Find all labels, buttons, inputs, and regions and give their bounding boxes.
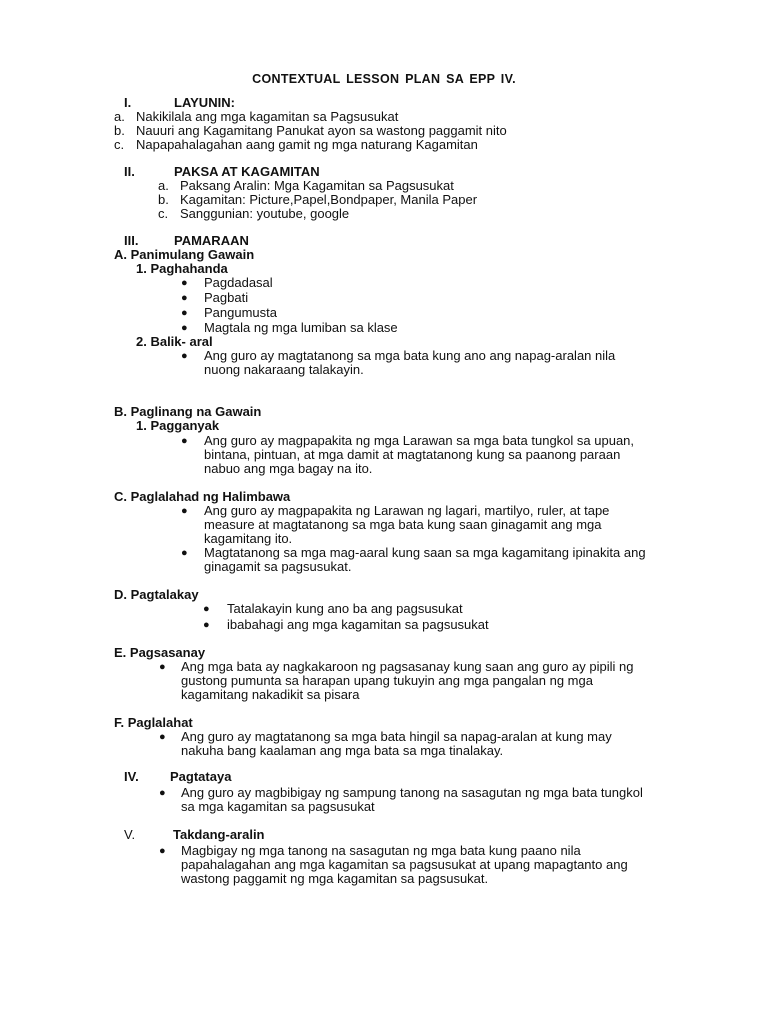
paragraph-line: Ang guro ay magtatanong sa mga bata hingil sa napag-aralan at kung may	[181, 729, 612, 744]
bullet-icon: ●	[159, 845, 166, 857]
subsection-b-heading: B. Paglinang na Gawain	[114, 404, 262, 419]
paragraph-line: Ang guro ay magpapakita ng Larawan ng lagari, martilyo, ruler, at tape	[204, 503, 610, 518]
objective-text: Nauuri ang Kagamitang Panukat ayon sa wastong paggamit nito	[136, 123, 507, 138]
subsection-d-heading: D. Pagtalakay	[114, 587, 199, 602]
paragraph-line: sa mga kagamitan sa pagsusukat	[181, 799, 375, 814]
paragraph-line: Magtatanong sa mga mag-aaral kung saan sa mga kagamitang ipinakita ang	[204, 545, 646, 560]
subsection-c-heading: C. Paglalahad ng Halimbawa	[114, 489, 291, 504]
topic-letter: b.	[158, 192, 169, 207]
bullet-icon: ●	[181, 277, 188, 289]
paragraph-line: nuong nakaraang talakayin.	[204, 362, 364, 377]
paragraph-line: nakuha bang kaalaman ang mga bata sa mga tinalakay.	[181, 743, 504, 758]
subsection-a1-heading: 1. Paghahanda	[136, 261, 228, 276]
bullet-icon: ●	[203, 619, 210, 631]
bullet-icon: ●	[181, 505, 188, 517]
topic-text: Paksang Aralin: Mga Kagamitan sa Pagsusukat	[180, 178, 454, 193]
paragraph-line: measure at magtatanong sa mga bata kung saan ginagamit ang mga	[204, 517, 602, 532]
subsection-f-heading: F. Paglalahat	[114, 715, 193, 730]
list-item: Pagdadasal	[204, 275, 273, 290]
section-3-title: PAMARAAN	[174, 233, 249, 248]
subsection-e-heading: E. Pagsasanay	[114, 645, 206, 660]
topic-letter: a.	[158, 178, 169, 193]
paragraph-line: Magbigay ng mga tanong na sasagutan ng mga bata kung paano nila	[181, 843, 581, 858]
section-3-heading	[124, 234, 249, 248]
paragraph-line: papahalagahan ang mga kagamitan sa pagsusukat at upang mapagtanto ang	[181, 857, 628, 872]
list-item: Tatalakayin kung ano ba ang pagsusukat	[227, 601, 463, 616]
paragraph-line: kagamitang nakadikit sa pisara	[181, 687, 360, 702]
document-title: CONTEXTUAL LESSON PLAN SA EPP IV.	[252, 72, 516, 86]
paragraph-line: Ang mga bata ay nagkakaroon ng pagsasanay kung saan ang guro ay pipili ng	[181, 659, 634, 674]
subsection-a-heading: A. Panimulang Gawain	[114, 247, 255, 262]
objective-text: Napapahalagahan aang gamit ng mga naturang Kagamitan	[136, 137, 478, 152]
paragraph-line: Ang guro ay magpapakita ng mga Larawan sa mga bata tungkol sa upuan,	[204, 433, 635, 448]
objective-item	[114, 124, 507, 138]
section-3-number: III.	[124, 233, 139, 248]
list-item: Pagbati	[204, 290, 249, 305]
topic-item	[158, 179, 454, 193]
topic-item	[158, 207, 349, 221]
bullet-icon: ●	[181, 547, 188, 559]
objective-item	[114, 110, 398, 124]
topic-item	[158, 193, 477, 207]
topic-text: Sanggunian: youtube, google	[180, 206, 350, 221]
section-1-heading	[124, 96, 235, 110]
objective-text: Nakikilala ang mga kagamitan sa Pagsusukat	[136, 109, 399, 124]
list-item: ibabahagi ang mga kagamitan sa pagsusukat	[227, 617, 489, 632]
bullet-icon: ●	[181, 322, 188, 334]
bullet-icon: ●	[181, 307, 188, 319]
section-1-number: I.	[124, 95, 132, 110]
section-5-title: Takdang-aralin	[173, 827, 265, 842]
objective-letter: c.	[114, 137, 125, 152]
subsection-b1-heading: 1. Pagganyak	[136, 418, 220, 433]
paragraph-line: nabuo ang mga bagay na ito.	[204, 461, 373, 476]
bullet-icon: ●	[159, 731, 166, 743]
bullet-icon: ●	[159, 661, 166, 673]
subsection-a2-heading: 2. Balik- aral	[136, 334, 213, 349]
section-4-heading	[124, 770, 231, 784]
paragraph-line: ginagamit sa pagsusukat.	[204, 559, 352, 574]
paragraph-line: gustong pumunta sa harapan upang tukuyin ang mga pangalan ng mga	[181, 673, 593, 688]
topic-letter: c.	[158, 206, 169, 221]
paragraph-line: Ang guro ay magtatanong sa mga bata kung ano ang napag-aralan nila	[204, 348, 616, 363]
bullet-icon: ●	[159, 787, 166, 799]
topic-text: Kagamitan: Picture,Papel,Bondpaper, Manila Paper	[180, 192, 478, 207]
section-2-title: PAKSA AT KAGAMITAN	[174, 164, 320, 179]
bullet-icon: ●	[181, 350, 188, 362]
paragraph-line: kagamitang ito.	[204, 531, 293, 546]
section-4-number: IV.	[124, 769, 139, 784]
bullet-icon: ●	[181, 292, 188, 304]
section-2-heading	[124, 165, 320, 179]
objective-letter: a.	[114, 109, 125, 124]
bullet-icon: ●	[203, 603, 210, 615]
list-item: Magtala ng mga lumiban sa klase	[204, 320, 398, 335]
list-item: Pangumusta	[204, 305, 277, 320]
objective-letter: b.	[114, 123, 125, 138]
objective-item	[114, 138, 478, 152]
section-1-title: LAYUNIN:	[174, 95, 235, 110]
section-5-heading	[124, 828, 265, 842]
paragraph-line: wastong paggamit ng mga kagamitan sa pagsusukat.	[181, 871, 489, 886]
bullet-icon: ●	[181, 435, 188, 447]
paragraph-line: Ang guro ay magbibigay ng sampung tanong na sasagutan ng mga bata tungkol	[181, 785, 643, 800]
section-4-title: Pagtataya	[170, 769, 232, 784]
section-5-number: V.	[124, 827, 136, 842]
section-2-number: II.	[124, 164, 135, 179]
paragraph-line: bintana, pintuan, at mga damit at magtatanong kung sa paanong paraan	[204, 447, 621, 462]
